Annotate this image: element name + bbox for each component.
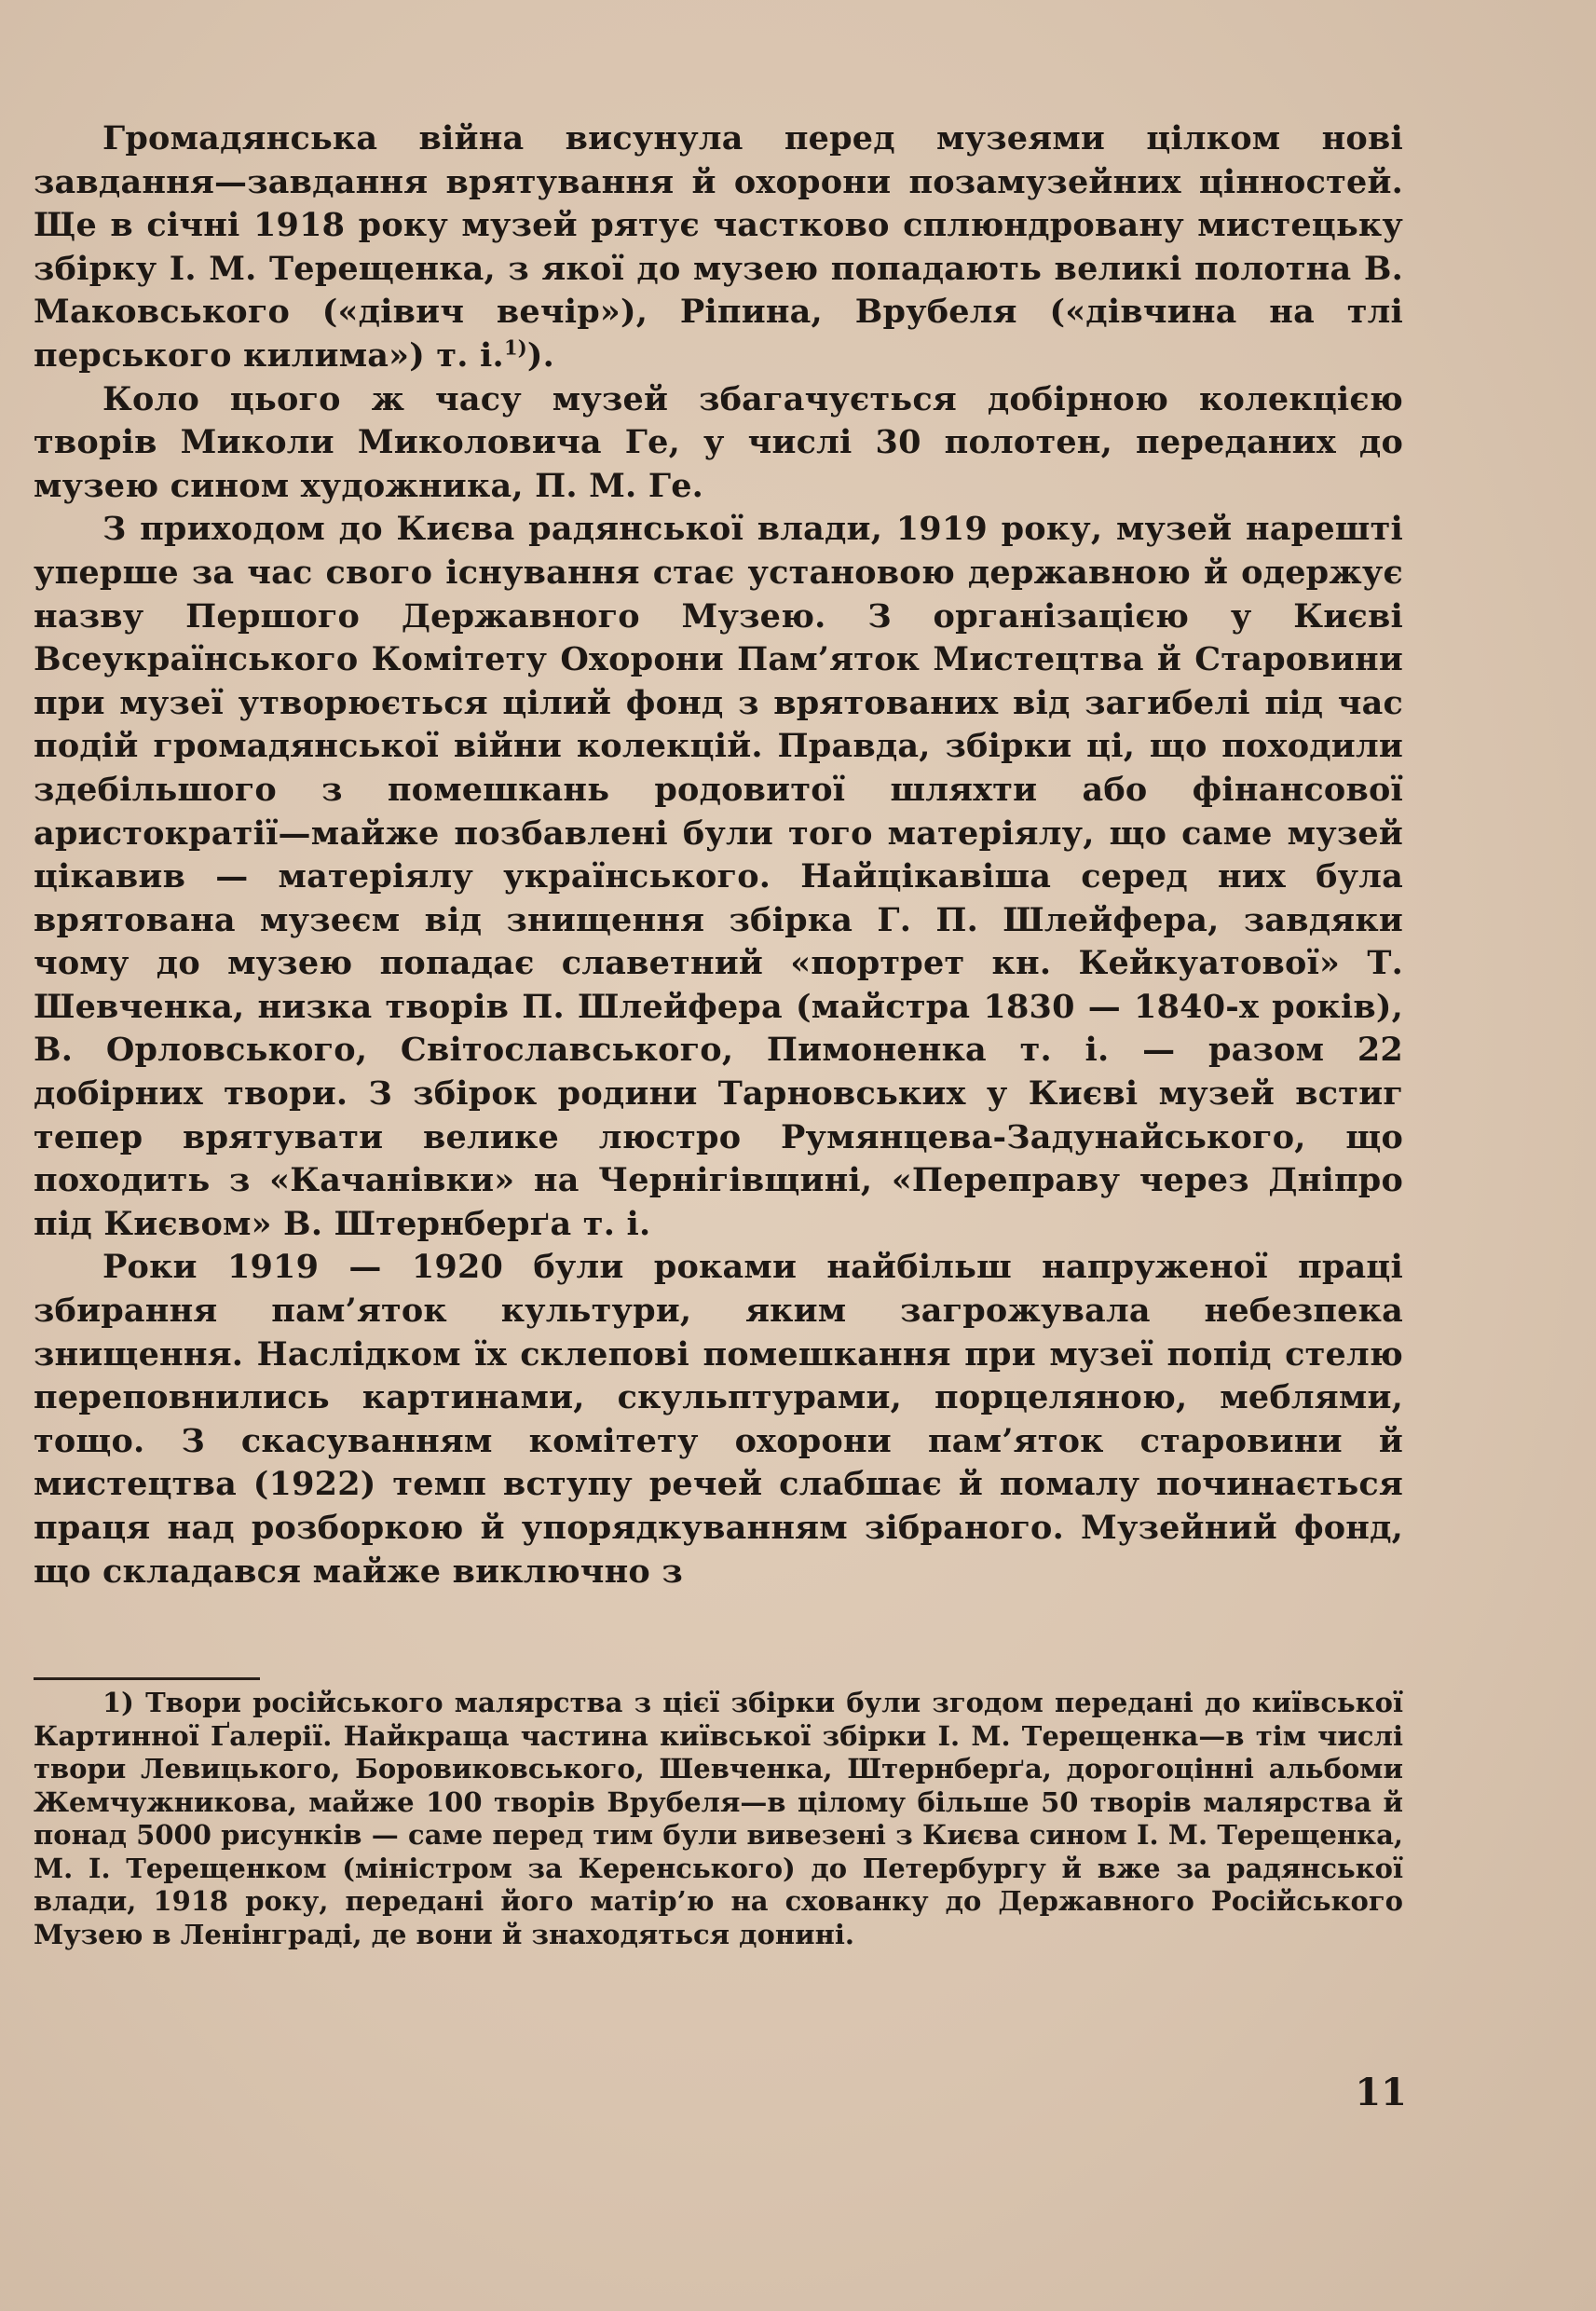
footnote-marker: 1) [102,1687,134,1718]
paragraph-4: Роки 1919 — 1920 були роками найбільш напруженої праці збирання пам’яток культури, яким загрожувала небезпека знищення. Наслідком їх склепові помешкання при музеї попід стелю переповнились картинами, скульптурами, порцеляною, меблями, тощо. З скасуванням комітету охорони пам’яток старовини й мистецтва (1922) темп вступу речей слабшає й помалу починається праця над розборкою й упорядкуванням зібраного. Музейний фонд, що складався майже виключно з [34,1248,1403,1591]
footnote-reference: 1) [503,335,527,360]
paragraph-1: Громадянська війна висунула перед музеями цілком нові завдання—завдання врятування й охорони позамузейних цінностей. Ще в січні 1918 року музей рятує частково сплюндровану мистецьку збірку І. М. Терещенка, з якої до музею попадають великі полотна В. Маковського («дівич вечір»), Ріпина, Врубеля («дівчина на тлі перського килима») т. і.$^{1)}$). [34,119,1403,375]
footnote-paragraph [34,1687,1403,1951]
footnote-divider [34,1677,260,1680]
main-text [34,117,1403,1593]
footnote [34,1687,1403,1951]
paragraph-3: З приходом до Києва радянської влади, 1919 року, музей нарешті уперше за час свого існування стає установою державною й одержує назву Першого Державного Музею. З організацією у Києві Всеукраїнського Комітету Охорони Пам’яток Мистецтва й Старовини при музеї утворюється цілий фонд з врятованих від загибелі під час подій громадянської війни колекцій. Правда, збірки ці, що походили здебільшого з помешкань родовитої шляхти або фінансової аристократії—майже позбавлені були того матеріялу, що саме музей цікавив — матеріялу українського. Найцікавіша серед них була врятована музеєм від знищення збірка Г. П. Шлейфера, завдяки чому до музею попадає славетний «портрет кн. Кейкуатової» Т. Шевченка, низка творів П. Шлейфера (майстра 1830 — 1840-х років), В. Орловського, Світославського, Пимоненка т. і. — разом 22 добірних твори. З збірок родини Тарновських у Києві музей встиг тепер врятувати велике люстро Румянцева-Задунайського, що походить з «Качанівки» на Чернігівщині, «Переправу через Дніпро під Києвом» В. Штернберґа т. і. [34,510,1403,1243]
footnote-text: Твори російського малярства з цієї збірки були згодом передані до київської Картинної Ґалерії. Найкраща частина київської збірки І. М. Терещенка—в тім числі твори Левицького, Боровиковського, Шевченка, Штернберґа, дорогоцінні альбоми Жемчужникова, майже 100 творів Врубеля—в цілому більше 50 творів малярства й понад 5000 рисунків — саме перед тим були вивезені з Києва сином І. М. Терещенка, М. І. Терещенком (міністром за Керенського) до Петербургу й вже за радянської влади, 1918 року, передані його матір’ю на схованку до Державного Російського Музею в Ленінграді, де вони й знаходяться донині. [34,1687,1403,1950]
paragraph-1-text: Громадянська війна висунула перед музеями цілком нові завдання—завдання врятування й охорони позамузейних цінностей. Ще в січні 1918 року музей рятує частково сплюндровану мистецьку збірку І. М. Терещенка, з якої до музею попадають великі полотна В. Маковського («дівич вечір»), Ріпина, Врубеля («дівчина на тлі перського килима») т. і. [34,119,1403,375]
paragraph-2: Коло цього ж часу музей збагачується добірною колекцією творів Миколи Миколовича Ге, у числі 30 полотен, переданих до музею сином художника, П. М. Ге. [34,379,1403,505]
page-number: 11 [1355,2071,1407,2114]
